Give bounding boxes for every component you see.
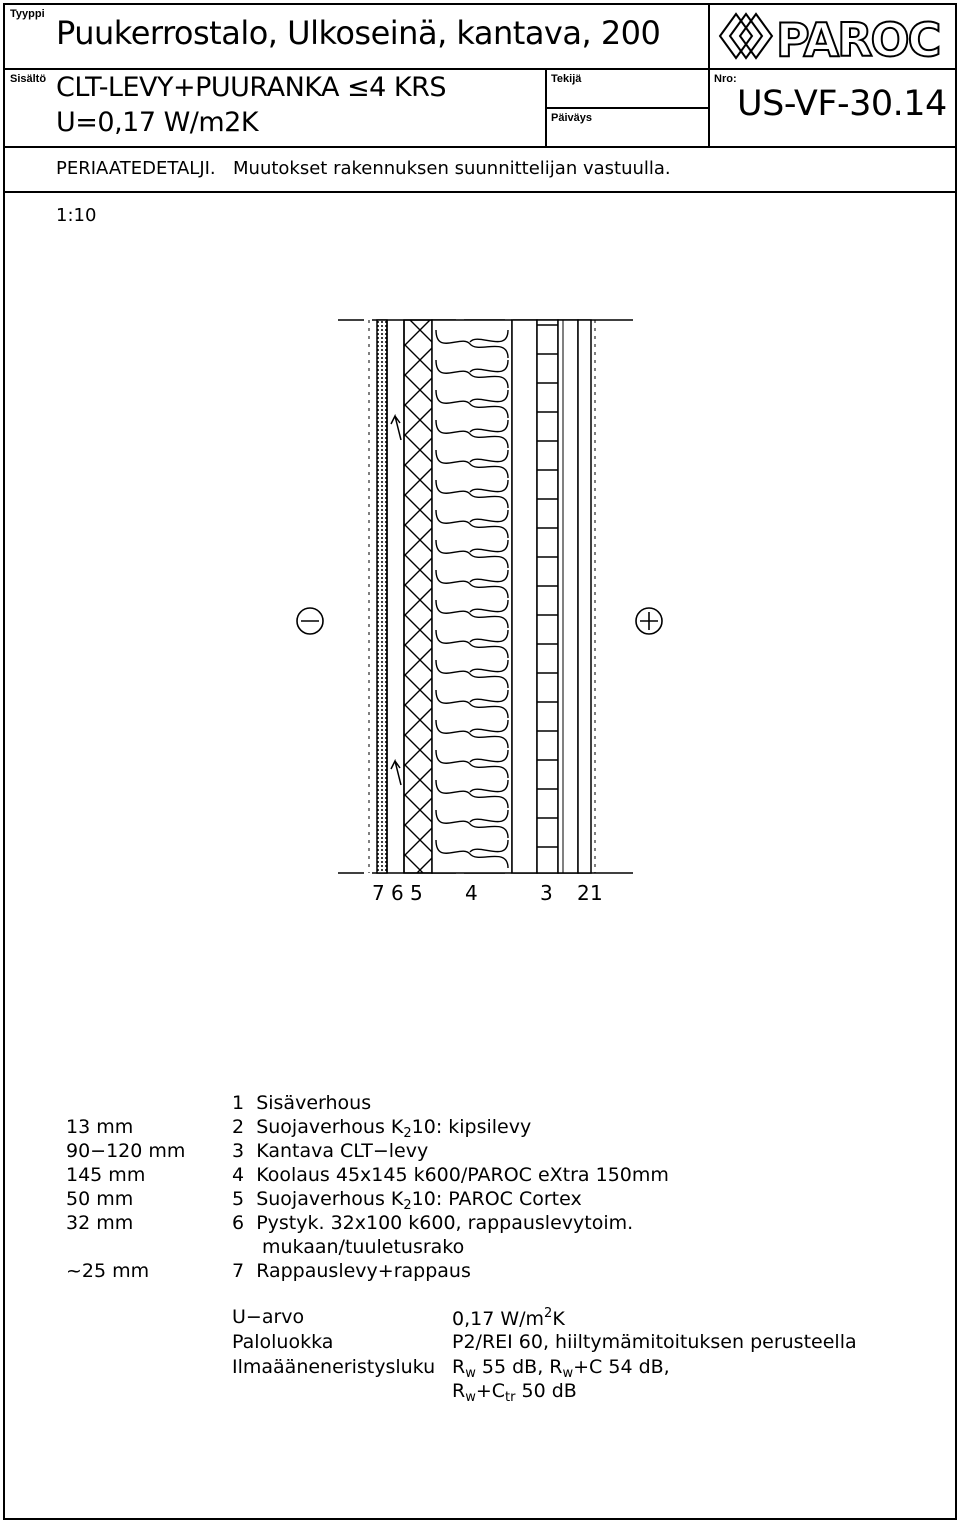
number-label: Nro: [714,73,737,85]
layer-1-interior [578,320,591,873]
legend-thickness-6: 32 mm [66,1212,134,1234]
sound-insulation-label: Ilmaääneneristysluku [232,1356,436,1378]
legend-thickness-3: 90−120 mm [66,1140,186,1162]
layer-number-4: 4 [465,881,478,905]
legend-layer-5: 5 Suojaverhous $K_210$: PAROC Cortex [232,1188,582,1213]
content-line-2: U=0,17 W/m2K [56,107,259,138]
layer-number-5: 5 [410,881,423,905]
inside-plus-symbol [636,608,662,634]
u-value: 0,17 $W/m^2K$ [452,1306,565,1330]
type-label: Tyyppi [10,8,45,20]
layer-number-6: 6 [391,881,404,905]
layer-3-clt [512,320,537,873]
sound-insulation-value-2: $R_w+C_{tr}$ 50 dB [452,1380,577,1405]
content-label: Sisältö [10,73,47,85]
author-label: Tekijä [551,73,582,85]
sound-insulation-value: $R_w$ 55 dB, $R_w+C$ 54 dB, [452,1356,670,1381]
air-flow-arrow [391,761,401,785]
legend-thickness-4: 145 mm [66,1164,146,1186]
drawing-title: Puukerrostalo, Ulkoseinä, kantava, 200 [56,14,661,52]
fire-class-label: Paloluokka [232,1331,334,1353]
content-line-1: CLT-LEVY+PUURANKA ≤4 KRS [56,72,447,103]
legend-layer-6: Pystyk. 32x100 k600, rappauslevytoim. [256,1212,634,1234]
legend-layer-1: Sisäverhous [256,1092,372,1114]
legend-layer-2: 2 Suojaverhous $K_210$: kipsilevy [232,1116,532,1141]
air-flow-arrow [391,416,401,440]
responsibility-note: Muutokset rakennuksen suunnittelijan vastuulla. [233,158,671,179]
layer-number-2: 2 [577,881,590,905]
layer-number-1: 1 [590,881,603,905]
layer-number-3: 3 [540,881,553,905]
layer-5-cortex [404,320,432,873]
layer-7-render [377,320,387,873]
legend-layer-6-cont: mukaan/tuuletusrako [262,1236,465,1258]
layer-number-7: 7 [372,881,385,905]
date-label: Päiväys [551,112,592,124]
principle-label: PERIAATEDETALJI. [56,158,216,179]
drawing-number: US-VF-30.14 [737,84,947,124]
legend-layer-7: Rappauslevy+rappaus [256,1260,471,1282]
scale-label: 1:10 [56,205,97,226]
legend-thickness-2: 13 mm [66,1116,134,1138]
legend-layer-3: Kantava CLT−levy [256,1140,429,1162]
legend-thickness-5: 50 mm [66,1188,134,1210]
outside-minus-symbol [297,608,323,634]
paroc-logo-text: PAROC [776,13,940,64]
legend-layer-4: Koolaus 45x145 k600/PAROC eXtra 150mm [256,1164,669,1186]
legend-thickness-7: ~25 mm [66,1260,150,1282]
fire-class-value: P2/REI 60, hiiltymämitoituksen perusteella [452,1331,857,1353]
u-value-label: U−arvo [232,1306,305,1328]
layer-2-gypsum [558,320,578,873]
layer-3-clt-inner [537,320,558,873]
